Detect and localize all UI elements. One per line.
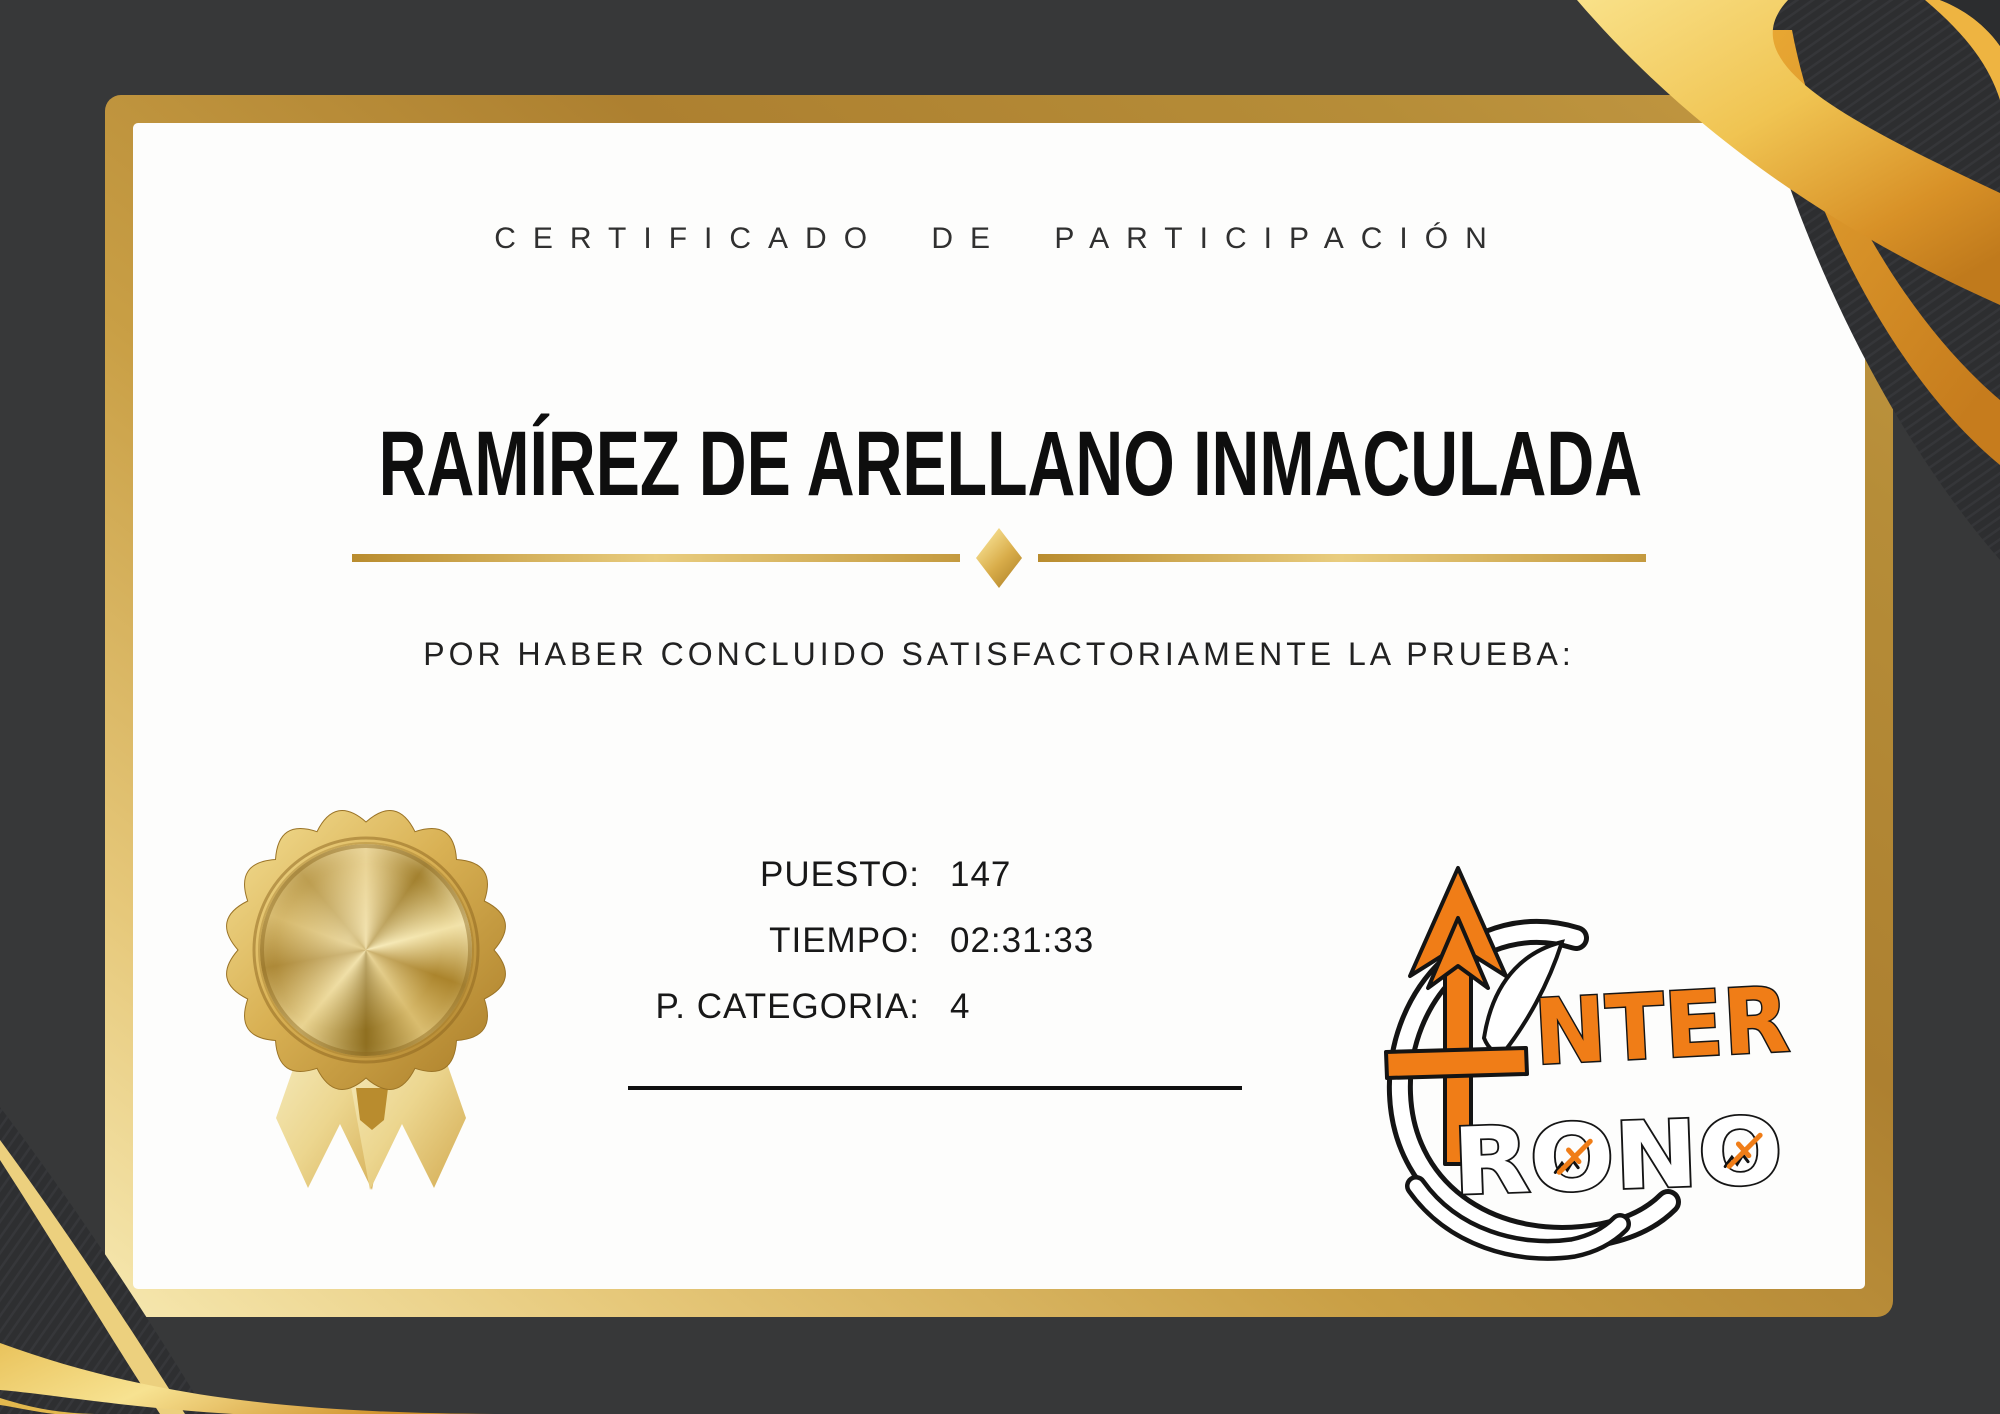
corner-ribbon-bottom-left [0,1000,620,1414]
result-label: TIEMPO: [769,921,920,960]
result-row-puesto [500,842,1120,908]
logo-text-top: NTER [1531,967,1805,1086]
diamond-icon [976,528,1022,588]
logo-text-bottom: RONO [1451,1098,1759,1216]
result-value: 4 [950,987,971,1026]
certificate-title: CERTIFICADO DE PARTICIPACIÓN [494,222,1504,255]
divider-line-left [352,554,960,562]
corner-ribbon-top-right [1340,0,2000,620]
result-value: 02:31:33 [950,921,1095,960]
result-row-tiempo [500,908,1120,974]
result-label: PUESTO: [759,855,920,894]
certificate-subtitle: POR HABER CONCLUIDO SATISFACTORIAMENTE LA PRUEBA: [423,636,1575,672]
signature-line [628,1086,1242,1090]
intercrono-logo [1358,856,1828,1266]
result-value: 147 [950,855,1012,894]
recipient-name: RAMÍREZ DE ARELLANO INMACULADA [378,413,1643,515]
result-label: P. CATEGORIA: [655,987,920,1026]
